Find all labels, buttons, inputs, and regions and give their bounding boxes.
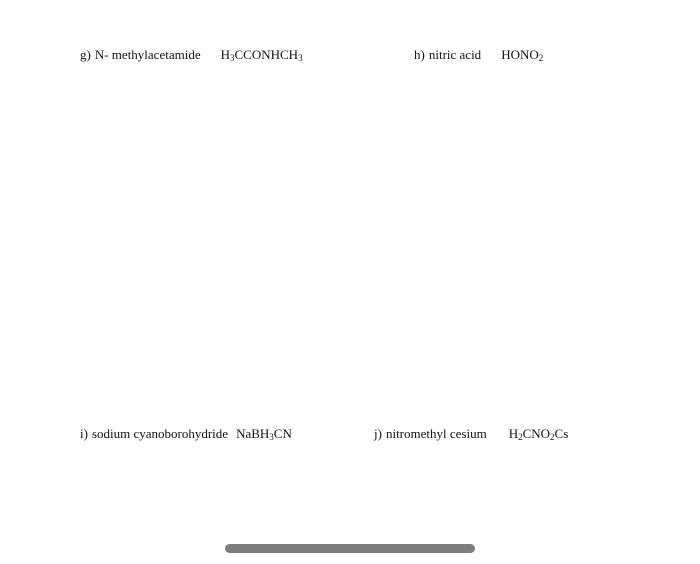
compound-name: nitromethyl cesium — [385, 426, 487, 441]
chemical-formula: $H_3CCONHCH_3$ — [220, 47, 303, 63]
compound-name: sodium cyanoborohydride — [91, 426, 229, 441]
question-h — [414, 47, 543, 63]
chemical-formula: $HONO_2$ — [501, 47, 544, 63]
chemical-formula: $H_2CNO_2Cs$ — [508, 426, 569, 442]
scroll-indicator[interactable] — [225, 544, 475, 553]
question-label: h) — [414, 47, 425, 62]
compound-name: nitric acid — [428, 47, 482, 62]
question-label: i) — [80, 426, 88, 441]
compound-name: N- methylacetamide — [94, 47, 201, 62]
question-label: g) — [80, 47, 91, 62]
question-i — [80, 426, 292, 442]
question-g — [80, 47, 303, 63]
question-j — [374, 426, 568, 442]
question-label: j) — [374, 426, 382, 441]
chemical-formula: NaBH$_3$CN — [236, 426, 292, 442]
